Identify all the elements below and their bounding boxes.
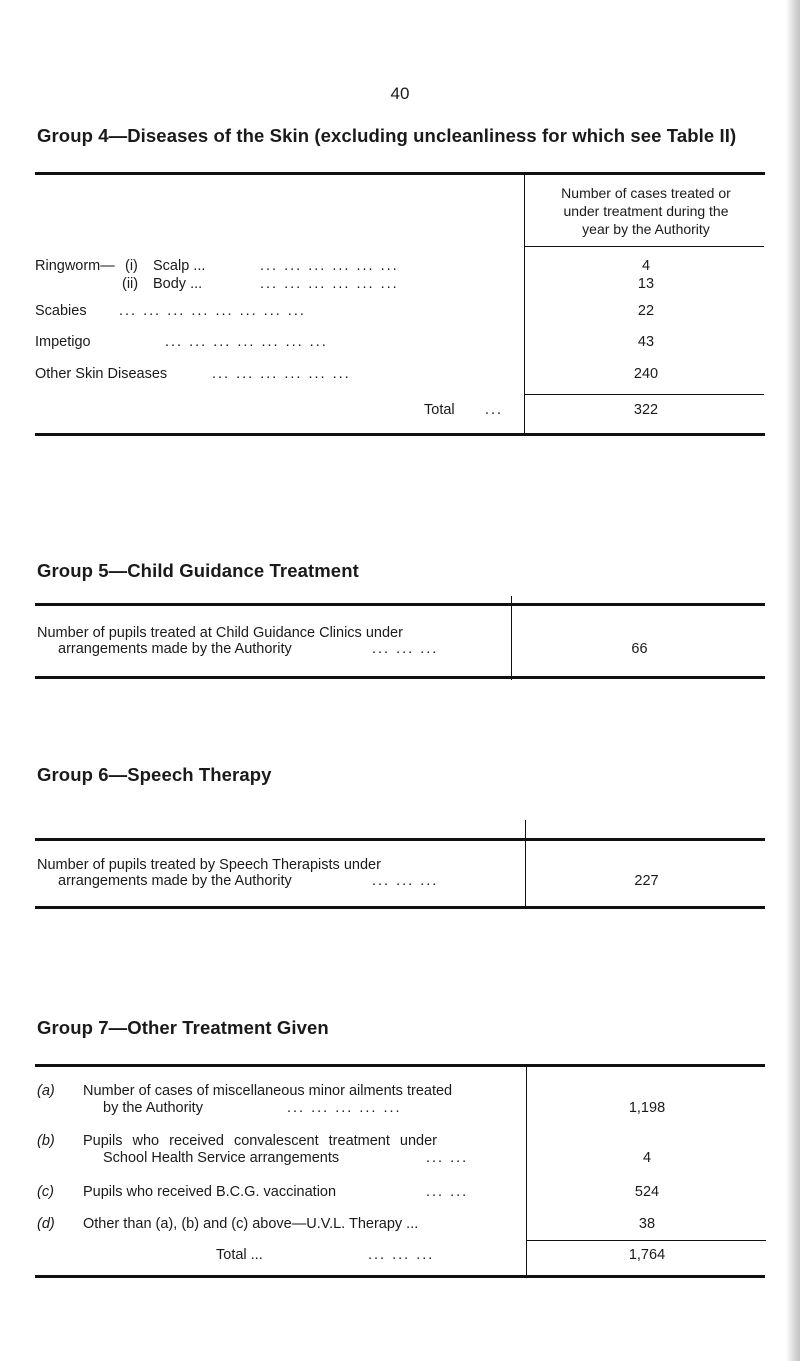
- group7-total-leader: ... ... ...: [368, 1247, 435, 1263]
- row-b-index: (b): [37, 1133, 55, 1149]
- group5-line1: Number of pupils treated at Child Guidance Clinics under: [37, 625, 403, 641]
- row-c-leader: ... ...: [426, 1184, 469, 1200]
- group4-column-divider: [524, 175, 525, 398]
- group7-title: Group 7—Other Treatment Given: [37, 1017, 329, 1038]
- group5-column-divider: [511, 596, 512, 680]
- body-value: 13: [637, 276, 655, 292]
- group6-top-rule: [35, 838, 765, 841]
- group7-total-value: 1,764: [628, 1247, 666, 1263]
- group6-bottom-rule: [35, 906, 765, 909]
- row-b-leader: ... ...: [426, 1150, 469, 1166]
- row-a-line2: by the Authority: [103, 1100, 203, 1116]
- row-a-index: (a): [37, 1083, 55, 1099]
- row-d-index: (d): [37, 1216, 55, 1232]
- scabies-leader: ... ... ... ... ... ... ... ...: [119, 303, 306, 319]
- body-index: (ii): [122, 276, 139, 292]
- other-skin-leader: ... ... ... ... ... ...: [212, 366, 351, 382]
- scalp-value: 4: [641, 258, 651, 274]
- ringworm-label: Ringworm—: [35, 258, 115, 274]
- scalp-label: Scalp ...: [153, 258, 206, 274]
- row-c-label: Pupils who received B.C.G. vaccination: [83, 1184, 337, 1200]
- scalp-index: (i): [125, 258, 138, 274]
- group7-top-rule: [35, 1064, 765, 1067]
- group6-value: 227: [634, 873, 659, 889]
- page-number: 40: [390, 84, 410, 103]
- group4-header-line1: Number of cases treated or: [561, 185, 731, 201]
- scalp-leader: ... ... ... ... ... ...: [260, 258, 399, 274]
- group4-header-line3: year by the Authority: [582, 221, 710, 237]
- row-c-value: 524: [634, 1184, 660, 1200]
- row-d-label: Other than (a), (b) and (c) above—U.V.L. Therapy ...: [83, 1216, 419, 1232]
- impetigo-value: 43: [637, 334, 655, 350]
- group6-line1: Number of pupils treated by Speech Therapists under: [37, 857, 381, 873]
- group5-leader: ... ... ...: [372, 641, 439, 657]
- group6-title: Group 6—Speech Therapy: [37, 764, 272, 785]
- group4-title-bold: Group 4—Diseases of the Skin: [37, 125, 310, 146]
- impetigo-label: Impetigo: [35, 334, 91, 350]
- row-d-value: 38: [638, 1216, 656, 1232]
- other-skin-label: Other Skin Diseases: [35, 366, 168, 382]
- group5-top-rule: [35, 603, 765, 606]
- body-label: Body ...: [153, 276, 203, 292]
- group4-column-divider-lower: [524, 394, 525, 434]
- group5-bottom-rule: [35, 676, 765, 679]
- group5-value: 66: [631, 641, 648, 657]
- row-b-line1: Pupils who received convalescent treatment under: [83, 1133, 438, 1149]
- group7-column-divider: [526, 1067, 527, 1275]
- group4-total-value: 322: [633, 402, 659, 418]
- group4-title: [37, 125, 736, 147]
- group6-leader: ... ... ...: [372, 873, 439, 889]
- group4-bottom-rule: [35, 433, 765, 436]
- group6-line2: arrangements made by the Authority: [58, 873, 292, 889]
- row-a-leader: ... ... ... ... ...: [287, 1100, 402, 1116]
- group4-column-header: [526, 184, 766, 238]
- group5-line2: arrangements made by the Authority: [58, 641, 292, 657]
- body-leader: ... ... ... ... ... ...: [260, 276, 399, 292]
- group7-bottom-rule: [35, 1275, 765, 1278]
- group4-total-label: Total: [424, 402, 455, 418]
- group4-total-rule: [524, 394, 764, 395]
- group4-header-rule: [524, 246, 764, 247]
- group4-title-rest: (excluding uncleanliness for which see Table II): [309, 125, 737, 146]
- scabies-value: 22: [637, 303, 655, 319]
- row-a-value: 1,198: [628, 1100, 666, 1116]
- page-edge-shadow: [786, 0, 800, 1361]
- group5-title: Group 5—Child Guidance Treatment: [37, 560, 359, 581]
- group7-total-rule: [526, 1240, 766, 1241]
- row-b-line2: School Health Service arrangements: [103, 1150, 340, 1166]
- impetigo-leader: ... ... ... ... ... ... ...: [165, 334, 328, 350]
- row-c-index: (c): [37, 1184, 54, 1200]
- group4-header-line2: under treatment during the: [563, 203, 729, 219]
- row-b-value: 4: [642, 1150, 652, 1166]
- group7-total-label: Total ...: [216, 1247, 263, 1263]
- group4-total-leader: ...: [485, 402, 504, 418]
- row-a-line1: Number of cases of miscellaneous minor ailments treated: [83, 1083, 453, 1099]
- group4-top-rule: [35, 172, 765, 175]
- other-skin-value: 240: [633, 366, 659, 382]
- scabies-label: Scabies: [35, 303, 87, 319]
- group6-column-divider: [525, 820, 526, 906]
